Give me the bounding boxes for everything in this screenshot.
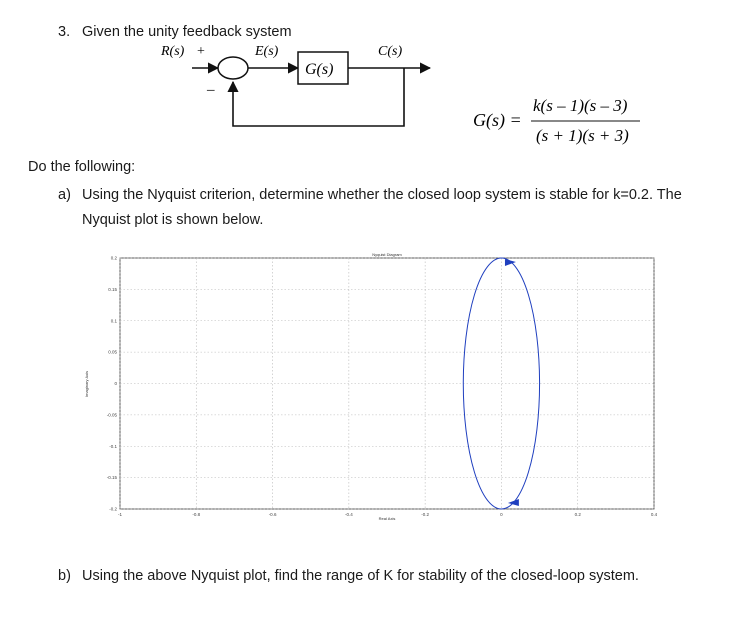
input-label: R(s): [161, 44, 185, 59]
block-label: G(s): [305, 61, 334, 78]
part-b-label: b): [58, 568, 71, 584]
part-a-text-line2: Nyquist plot is shown below.: [82, 212, 264, 228]
y-axis-label: Imaginary Axis: [84, 370, 89, 398]
tf-numerator: k(s – 1)(s – 3): [533, 96, 628, 115]
x-tick-label: 0.4: [650, 512, 658, 517]
x-tick-label: -0.2: [421, 512, 430, 517]
x-tick-label: -0.4: [344, 512, 353, 517]
chart-title: Nyquist Diagram: [372, 252, 402, 257]
x-axis-label: Real Axis: [378, 516, 396, 521]
part-a-label: a): [58, 187, 71, 203]
y-tick-label: 0.05: [108, 349, 117, 355]
y-tick-label: 0.15: [108, 286, 117, 292]
output-label: C(s): [378, 44, 403, 59]
y-tick-label: 0.1: [110, 318, 117, 324]
plus-sign: +: [197, 44, 205, 59]
minus-sign: –: [207, 82, 215, 98]
y-tick-label: 0: [114, 381, 117, 386]
y-tick-label: -0.2: [109, 506, 117, 512]
x-tick-label: -1: [117, 512, 123, 517]
x-tick-label: -0.6: [268, 512, 277, 517]
y-tick-label: -0.1: [109, 443, 117, 449]
question-prompt: Given the unity feedback system: [82, 24, 292, 40]
y-tick-label: -0.15: [106, 475, 117, 481]
x-tick-label: -0.8: [192, 512, 201, 517]
x-tick-label: 0: [500, 512, 503, 517]
part-b-text: Using the above Nyquist plot, find the range of K for stability of the closed-loop system.: [82, 568, 639, 584]
y-tick-label: -0.05: [106, 412, 117, 418]
x-tick-label: 0.2: [574, 512, 581, 517]
question-number: 3.: [58, 24, 71, 40]
tf-lhs: G(s) =: [473, 110, 522, 130]
y-tick-label: 0.2: [110, 255, 117, 261]
error-label: E(s): [255, 44, 279, 59]
tf-denominator: (s + 1)(s + 3): [536, 126, 629, 145]
instructions: Do the following:: [28, 159, 136, 175]
part-a-text-line1: Using the Nyquist criterion, determine whether the closed loop system is stable for k=0.2. The: [82, 187, 682, 203]
